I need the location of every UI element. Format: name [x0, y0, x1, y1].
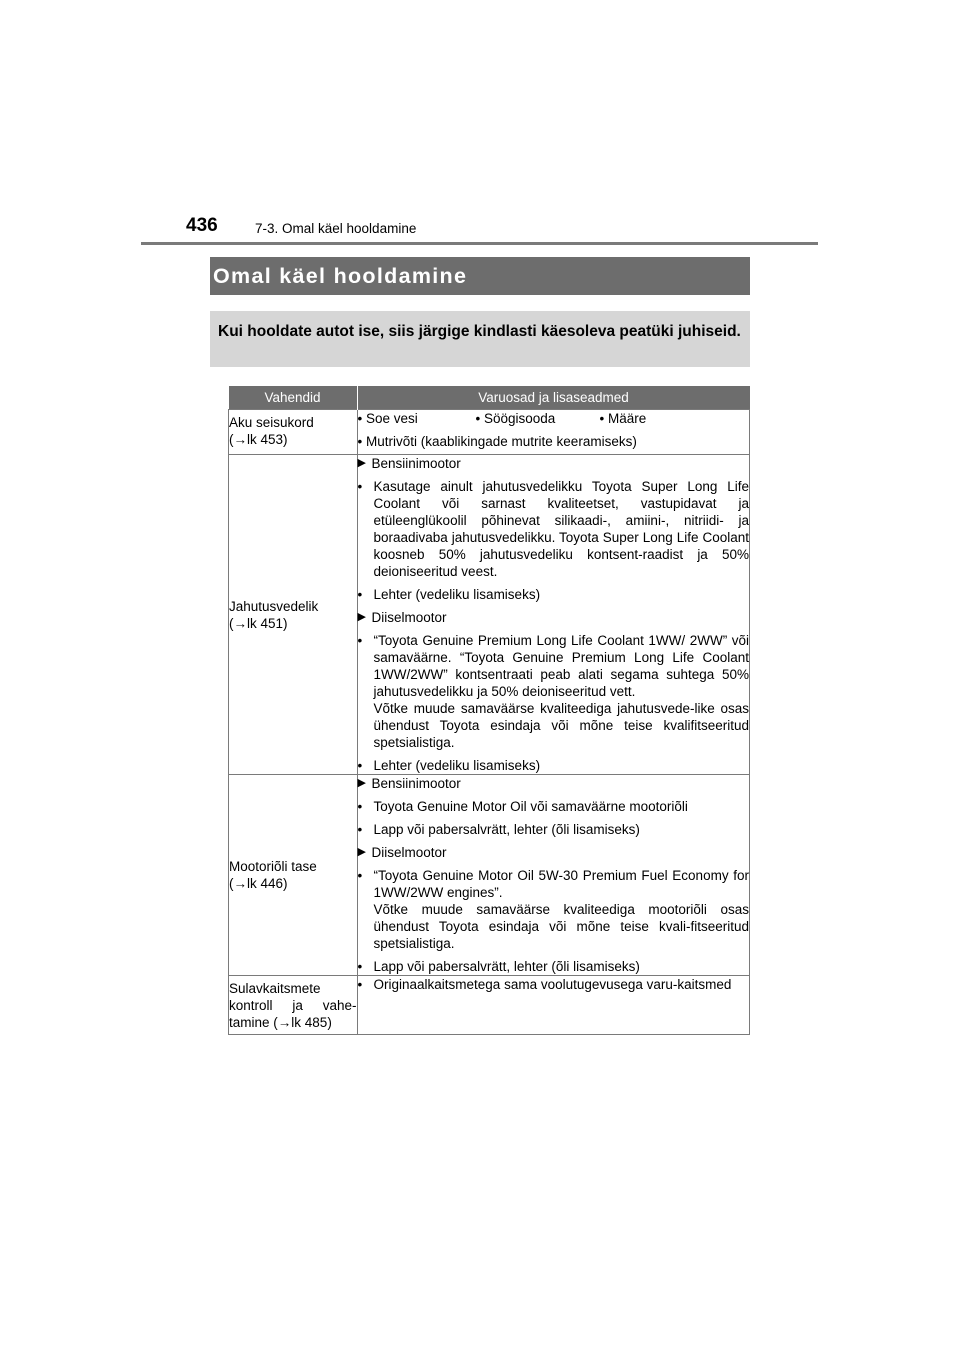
table-row [229, 976, 750, 1035]
tools-table [228, 386, 750, 1035]
bullet-icon: • [357, 587, 363, 602]
list-item: • Kasutage ainult jahutusvedelikku Toyota Super Long Life Coolant või sarnast kvaliteetset, vastupidavat ja etüleenglükoolil põhinevat silikaadi-, amiini-, nitriidi- ja boraadivaba jahutusvedelikku. Toyota Super Long Life Coolant koosneb 50% jahutusvedeliku kontsent-raadist ja 50% deioniseeritud veest. [357, 479, 749, 579]
parts-cell [357, 455, 750, 775]
header-divider [141, 242, 818, 245]
bullet-icon: • [357, 758, 363, 773]
list-item: • Soe vesi [357, 411, 418, 426]
header-tools: Vahendid [229, 386, 358, 410]
arrow-right-icon: ▶ [357, 846, 366, 858]
engine-subheading: ▶ Bensiinimootor [357, 776, 461, 791]
list-item: • “Toyota Genuine Motor Oil 5W-30 Premium Fuel Economy for 1WW/2WW engines”. Võtke muude samaväärse kvaliteediga mootoriõli osas ühendust Toyota esindaja või mõne teise kvali-fitseeritud spetsialistiga. [357, 868, 749, 951]
page-reference: (→lk 451) [229, 615, 288, 631]
bullet-icon: • [357, 799, 363, 814]
list-item: • Mutrivõti (kaablikingade mutrite keeramiseks) [357, 434, 637, 449]
page-reference: (→lk 446) [229, 876, 288, 891]
bullet-icon: • [357, 959, 363, 974]
engine-subheading: ▶ Diiselmootor [357, 845, 447, 860]
intro-text: Kui hooldate autot ise, siis järgige kindlasti käesoleva peatüki juhiseid. [218, 323, 741, 340]
arrow-right-icon: ▶ [357, 611, 366, 623]
table-row [229, 775, 750, 976]
section-title-bar [210, 257, 750, 295]
tool-name: Sulavkaitsmete kontroll ja vahe-tamine [229, 981, 357, 1030]
bullet-icon: • [357, 479, 363, 494]
tool-name: Mootoriõli tase [229, 859, 317, 874]
bullet-icon: • [357, 977, 363, 992]
page-reference: (→lk 453) [229, 432, 288, 447]
tool-name: Jahutusvedelik [229, 598, 319, 614]
table-header-row [229, 386, 750, 410]
list-item: • “Toyota Genuine Premium Long Life Coolant 1WW/ 2WW” või samaväärne. “Toyota Genuine Premium Long Life Coolant 1WW/2WW” kontsentraati peab alati segama suhtega 50% jahutusvedelikku ja 50% deioniseeritud vett. Võtke muude samaväärse kvaliteediga jahutusvede-like osas ühendust Toyota esindaja või mõne teise kvalifitseeritud spetsialistiga. [357, 633, 749, 750]
page-number: 436 [186, 215, 218, 236]
tool-cell [229, 410, 358, 455]
engine-subheading: ▶ Bensiinimootor [357, 456, 461, 471]
header-parts: Varuosad ja lisaseadmed [357, 386, 750, 410]
engine-subheading: ▶ Diiselmootor [357, 610, 447, 625]
tool-cell [229, 455, 358, 775]
tool-cell [229, 976, 358, 1035]
running-header: 7-3. Omal käel hooldamine [255, 221, 417, 236]
table-row [229, 455, 750, 775]
list-item: • Määre [599, 411, 647, 426]
bullet-icon: • [357, 822, 363, 837]
list-item: • Lehter (vedeliku lisamiseks) [357, 758, 541, 773]
table-row [229, 410, 750, 455]
bullet-icon: • [357, 868, 363, 883]
list-item: • Lehter (vedeliku lisamiseks) [357, 587, 541, 602]
parts-cell [357, 976, 750, 1035]
arrow-right-icon: ▶ [357, 457, 366, 469]
page-reference: (→lk 485) [273, 1015, 332, 1030]
tool-name: Aku seisukord [229, 415, 314, 430]
list-item: • Toyota Genuine Motor Oil või samaväärne mootoriõli [357, 799, 688, 814]
list-item: • Lapp või pabersalvrätt, lehter (õli lisamiseks) [357, 822, 640, 837]
intro-box [210, 311, 750, 367]
list-item: • Söögisooda [475, 411, 556, 426]
parts-cell [357, 410, 750, 455]
bullet-icon: • [357, 633, 363, 648]
inline-item-list [358, 410, 750, 427]
section-title: Omal käel hooldamine [213, 264, 468, 288]
arrow-right-icon: ▶ [357, 777, 366, 789]
list-item: • Lapp või pabersalvrätt, lehter (õli lisamiseks) [357, 959, 640, 974]
parts-cell [357, 775, 750, 976]
tool-cell [229, 775, 358, 976]
list-item: • Originaalkaitsmetega sama voolutugevusega varu-kaitsmed [357, 977, 732, 992]
